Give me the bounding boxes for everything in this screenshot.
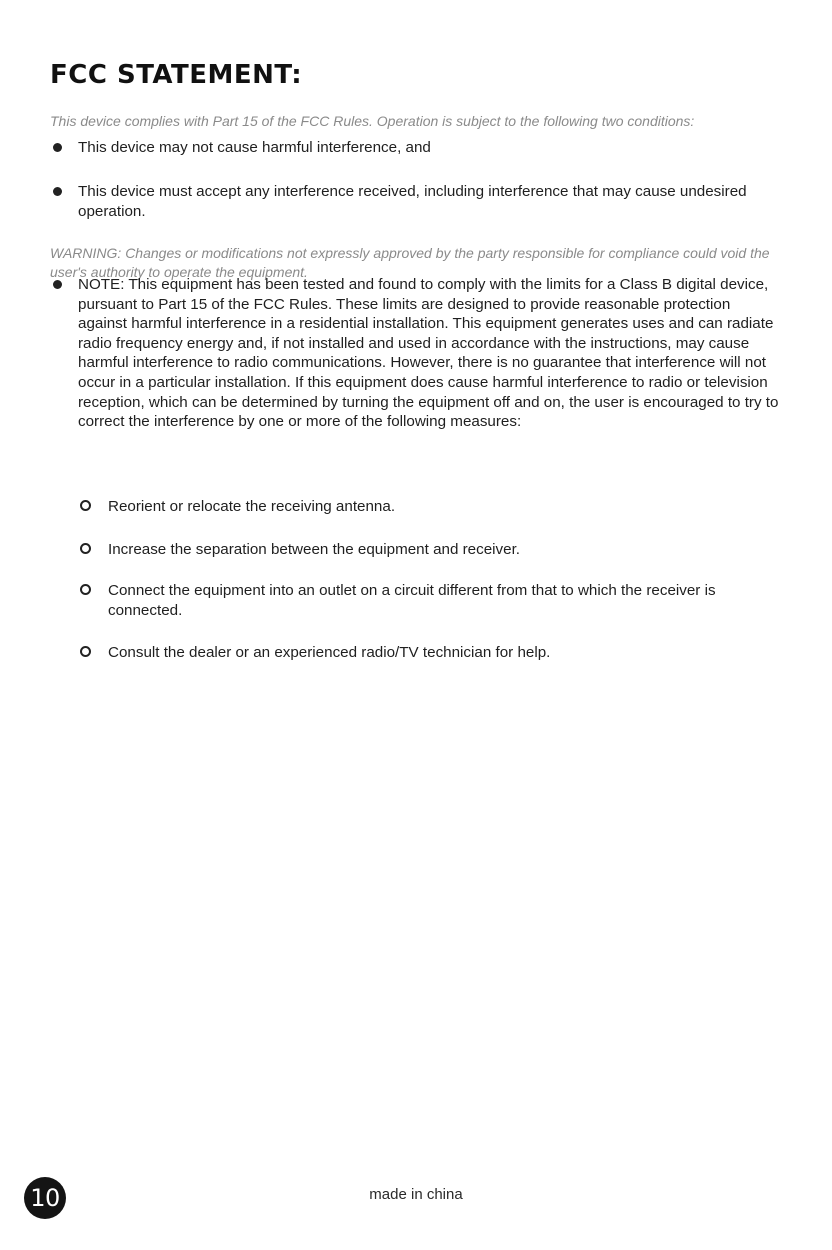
condition-item (50, 138, 780, 158)
circle-bullet-icon (80, 584, 91, 595)
measure-item (78, 581, 778, 620)
measure-item (78, 540, 778, 560)
bullet-dot-icon (53, 187, 62, 196)
measure-item (78, 643, 778, 663)
measure-text: Reorient or relocate the receiving antenna. (108, 498, 396, 515)
note-item (50, 275, 780, 432)
condition-text: This device must accept any interference received, including interference that may cause undesired operation. (78, 183, 747, 220)
measure-item (78, 497, 778, 517)
page-title: FCC STATEMENT: (50, 60, 303, 90)
measure-text: Connect the equipment into an outlet on a circuit different from that to which the receiver is connected. (108, 582, 716, 619)
condition-text: This device may not cause harmful interference, and (78, 139, 431, 156)
measure-text: Consult the dealer or an experienced radio/TV technician for help. (108, 644, 551, 661)
bullet-dot-icon (53, 280, 62, 289)
circle-bullet-icon (80, 543, 91, 554)
circle-bullet-icon (80, 500, 91, 511)
footer-text: made in china (369, 1186, 463, 1203)
bullet-dot-icon (53, 143, 62, 152)
intro-text: This device complies with Part 15 of the FCC Rules. Operation is subject to the following two conditions: (50, 113, 695, 129)
note-text: NOTE: This equipment has been tested and found to comply with the limits for a Class B digital device, pursuant to Part 15 of the FCC Rules. These limits are designed to provide reasonable protection against harmful interference in a residential installation. This equipment generates uses and can radiate radio frequency energy and, if not installed and used in accordance with the instructions, may cause harmful interference to radio communications. However, there is no guarantee that interference will not occur in a particular installation. If this equipment does cause harmful interference to radio or television reception, which can be determined by turning the equipment off and on, the user is encouraged to try to correct the interference by one or more of the following measures: (78, 276, 779, 431)
condition-item (50, 182, 780, 221)
circle-bullet-icon (80, 646, 91, 657)
warning-text: WARNING: Changes or modifications not expressly approved by the party responsible for compliance could void the user's authority to operate the equipment. (50, 245, 770, 280)
measure-text: Increase the separation between the equipment and receiver. (108, 541, 521, 558)
page-number-badge: 10 (24, 1177, 66, 1219)
